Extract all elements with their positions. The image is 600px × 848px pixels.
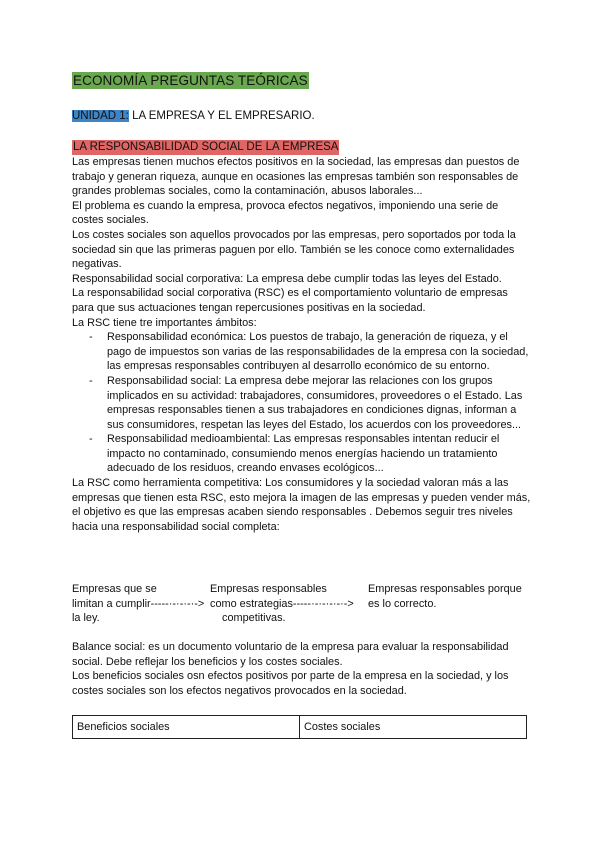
level-one xyxy=(72,582,212,626)
document-title: ECONOMÍA PREGUNTAS TEÓRICAS xyxy=(73,73,308,88)
bullet-marker: - xyxy=(89,433,93,446)
unit-text: LA EMPRESA Y EL EMPRESARIO. xyxy=(128,110,315,122)
paragraph: La RSC tiene tre importantes ámbitos: xyxy=(72,316,257,329)
table-cell-costs: Costes sociales xyxy=(300,716,527,739)
list-item-text: Responsabilidad medioambiental: Las empresas responsables intentan reducir el impacto no contaminado, consumiendo menos energías haciendo un tratamiento adecuado de los residuos, creando envases ecológicos... xyxy=(107,433,500,475)
list-item xyxy=(72,330,532,374)
paragraph: Los costes sociales son aquellos provocados por las empresas, pero soportados por toda la sociedad sin que las primeras paguen por ello. También se les conoce como externalidades negativas. xyxy=(72,228,516,271)
bullet-marker: - xyxy=(89,331,93,344)
bullet-list xyxy=(72,330,532,476)
level-two xyxy=(210,582,370,626)
paragraph: Los beneficios sociales osn efectos positivos por parte de la empresa en la sociedad, y los costes sociales son los efectos negativos provocados en la sociedad. xyxy=(72,670,509,697)
level-line: limitan a cumplir-----·-·-·-·-> xyxy=(72,597,205,610)
list-item-text: Responsabilidad social: La empresa debe mejorar las relaciones con los grupos implicados en su actividad: trabajadores, consumidores, proveedores o el Estado. Las empresas responsables tienen a sus trabajadores en condiciones dignas, informan a sus consumidores, respetan las leyes del Estado, los acuerdos con los proveedores... xyxy=(107,374,523,431)
paragraph: Las empresas tienen muchos efectos positivos en la sociedad, las empresas dan puestos de trabajo y generan riqueza, aunque en ocasiones las empresas también son responsables de grandes problemas sociales, como la contaminación, abusos laborales... xyxy=(72,156,520,198)
level-line: Empresas que se xyxy=(72,583,157,595)
level-line: competitivas. xyxy=(222,612,286,625)
paragraph: La responsabilidad social corporativa (RSC) es el comportamiento voluntario de empresas para que sus actuaciones tengan repercusiones positivas en la sociedad. xyxy=(72,287,508,314)
level-line: la ley. xyxy=(72,612,100,625)
bullet-marker: - xyxy=(89,374,93,387)
table-row xyxy=(73,716,527,739)
body-text xyxy=(72,155,532,534)
list-item-text: Responsabilidad económica: Los puestos de trabajo, la generación de riqueza, y el pago de impuestos son varias de las responsabilidades de la empresa con la sociedad, las empresas responsables contribuyen al desarrollo económico de su entorno. xyxy=(107,331,529,373)
level-three xyxy=(368,582,538,611)
level-line: es lo correcto. xyxy=(368,597,437,610)
social-balance-table xyxy=(72,715,527,739)
section-heading: LA RESPONSABILIDAD SOCIAL DE LA EMPRESA xyxy=(73,141,339,153)
list-item xyxy=(72,432,532,476)
list-item xyxy=(72,374,532,432)
paragraph: Responsabilidad social corporativa: La empresa debe cumplir todas las leyes del Estado. xyxy=(72,272,502,285)
paragraph: Balance social: es un documento voluntario de la empresa para evaluar la responsabilidad social. Debe reflejar los beneficios y los costes sociales. xyxy=(72,641,509,668)
unit-heading xyxy=(72,109,315,124)
table-cell-benefits: Beneficios sociales xyxy=(73,716,300,739)
balance-section xyxy=(72,640,532,698)
paragraph: La RSC como herramienta competitiva: Los consumidores y la sociedad valoran más a las empresas que tienen esta RSC, esto mejora la imagen de las empresas y pueden vender más, el objetivo es que las empresas acaben siendo responsables . Debemos seguir tres niveles hacia una responsabilidad social completa: xyxy=(72,477,531,533)
level-line: Empresas responsables porque xyxy=(368,583,522,595)
unit-label: UNIDAD 1: xyxy=(72,110,129,122)
level-line: Empresas responsables xyxy=(210,583,327,595)
paragraph: El problema es cuando la empresa, provoca efectos negativos, imponiendo una serie de costes sociales. xyxy=(72,199,499,227)
level-line: como estrategias-----·-·-·-·-·-> xyxy=(210,597,354,610)
